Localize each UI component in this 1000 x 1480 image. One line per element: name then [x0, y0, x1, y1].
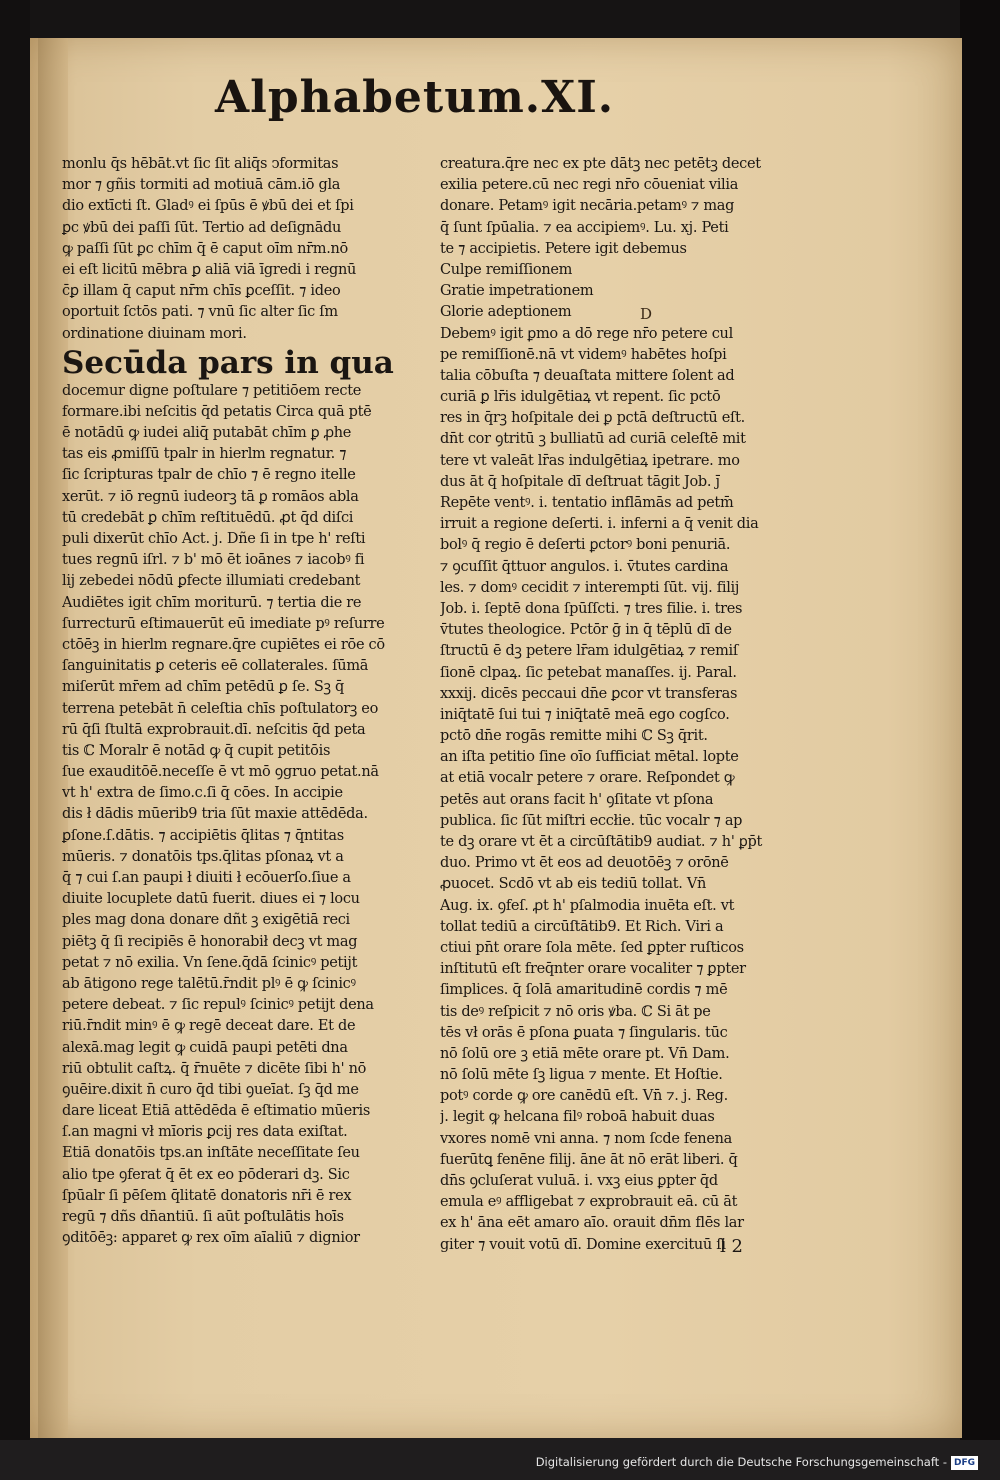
text-line: tollat tediū a circūſtātib9. Et Rich. Viri a — [440, 918, 724, 935]
text-line: Repēte ventꝰ. i. tentatio inflāmās ad petm̄ — [440, 495, 734, 511]
text-line: dis ł dādis mūerib9 tria ſūt maxie attēdēda. — [62, 806, 368, 823]
signature-mark: l 2 — [720, 1236, 743, 1257]
text-line: q̄ ⁊ cui ſ.an paupi ł diuiti ł ecōuerſo.ſiue a — [62, 870, 351, 886]
petition-list-item: Culpe remiſſionem — [440, 261, 573, 278]
text-line: nō ſolū mēte ſꝫ ligua ⁊ mente. Et Hoſtie. — [440, 1067, 723, 1084]
text-line: dn̄t cor ꝯtritū ꝫ bulliatū ad curiā celeſtē mit — [440, 431, 746, 448]
text-line: talia cōbuſta ⁊ deuaſtata mittere ſolent ad — [440, 367, 735, 384]
text-line: ei eſt licitū mēbra ꝑ aliā viā īgredi i regnū — [62, 261, 357, 278]
text-line: docemur digne poſtulare ⁊ petitiōem recte — [62, 382, 362, 399]
text-line: ſimplices. q̄ ſolā amaritudinē cordis ⁊ mē — [440, 982, 728, 999]
text-line: tis deꝰ reſpicit ⁊ nō oris ꝟba. ℂ Si āt pe — [440, 1003, 711, 1020]
petition-list-item: Gratie impetrationem — [440, 283, 594, 300]
text-line: alexā.mag legit ꝙ cuidā paupi petēti dna — [62, 1039, 348, 1056]
text-line: curiā ꝑ lr̄is idulgētiaꝝ vt repent. ſic pctō — [440, 389, 721, 406]
text-line: puli dixerūt chīo Act. j. Dñe ſi in tpe h' reſti — [62, 531, 366, 547]
text-line: ſionē clpaꝝ. ſic petebat manaſſes. ij. Paral. — [440, 664, 737, 681]
text-line: miſerūt mr̄em ad chīm petēdū ꝑ ſe. Sꝫ q̄ — [62, 679, 344, 696]
section-title: Secūda pars in qua — [62, 344, 394, 381]
text-line: tēs vł orās ē pſona ꝑuata ⁊ ſingularis. tūc — [440, 1024, 728, 1041]
text-line: petere debeat. ⁊ ſic repulꝰ ſcinicꝰ petijt dena — [62, 997, 374, 1014]
text-line: ſpūalr ſi pēſem q̄litatē donatoris nr̄i ē rex — [62, 1187, 352, 1204]
text-line: te ⁊ accipietis. Petere igit debemus — [440, 240, 687, 257]
text-line: nō ſolū ore ꝫ etiā mēte orare pt. Vn̄ Dam. — [440, 1045, 730, 1062]
text-line: diuite locuplete datū fuerit. diues ei ⁊ locu — [62, 891, 360, 908]
text-line: iniq̄tatē ſui tui ⁊ iniq̄tatē meā ego cogſco. — [440, 706, 730, 723]
scan-frame-left — [0, 0, 30, 1480]
text-line: at etiā vocalr petere ⁊ orare. Reſpondet ꝙ — [440, 770, 735, 787]
text-line: duo. Primo vt ēt eos ad deuotōēꝫ ⁊ orōnē — [440, 855, 729, 872]
text-line: j. legit ꝙ helcana filꝰ roboā habuit duas — [440, 1109, 715, 1126]
text-line: lij zebedei nōdū ꝑfecte illumiati credebant — [62, 573, 361, 590]
right-column-paragraph-1 — [440, 154, 800, 260]
text-line: xerūt. ⁊ iō regnū iudeorꝫ tā ꝑ romāos abla — [62, 488, 359, 505]
text-line: ſurrecturū eſtimauerūt eū imediate pꝰ reſurre — [62, 615, 385, 632]
text-line: v̄tutes theologice. Pctōr ḡ in q̄ tēplū dī de — [440, 622, 732, 639]
text-line: fuerūtꝗ fenēne filij. āne āt nō erāt liberi. q̄ — [440, 1151, 738, 1168]
text-line: publica. ſic ſūt miſtri eccłie. tūc vocalr ⁊ ap — [440, 812, 743, 829]
text-line: ex h' āna eēt amaro aīo. orauit dn̄m flēs lar — [440, 1215, 744, 1232]
text-line: Aug. ix. ꝯfeſ. ꝓt h' pſalmodia inuēta eſt. vt — [440, 897, 735, 914]
text-line: terrena petebāt n̄ celeſtia chīs poſtulatorꝫ eo — [62, 700, 379, 717]
text-line: dus āt q̄ hoſpitale dī deſtruat tāgit Job. ȷ̄ — [440, 473, 720, 490]
text-line: potꝰ corde ꝙ ore canēdū eſt. Vn̄ ⁊. j. Reg. — [440, 1088, 728, 1105]
text-line: ctiui pn̄t orare ſola mēte. ſed ꝑpter ruſticos — [440, 939, 744, 956]
initial-guide-letter: D — [640, 304, 653, 323]
text-line: tas eis ꝓmiſſū tpalr in hierlm regnatur. ⁊ — [62, 446, 347, 463]
text-line: tis ℂ Moralr ē notād ꝙ q̄ cupit petitōis — [62, 742, 331, 759]
text-line: irruit a regione deſerti. i. inferni a q̄ venit dia — [440, 516, 759, 533]
right-column — [440, 154, 800, 1256]
text-line: ꝑc ꝟbū dei paſſi ſūt. Tertio ad deſignādu — [62, 219, 342, 236]
text-line: ꝯditōēꝫ: apparet ꝙ rex oīm aīaliū ⁊ dignior — [62, 1230, 360, 1247]
dfg-logo: DFG — [951, 1456, 978, 1470]
text-line: ſue exauditōē.neceſſe ē vt mō ꝯgruo petat.nā — [62, 764, 379, 781]
digitization-credit — [500, 1452, 978, 1472]
text-line: ſanguinitatis ꝑ ceteris eē collaterales. ſūmā — [62, 658, 369, 675]
text-line: petat ⁊ nō exilia. Vn ſene.q̄dā ſcinicꝰ petijt — [62, 954, 358, 971]
text-line: vt h' extra de ſimo.c.ſi q̄ cōes. In accipie — [62, 785, 343, 802]
text-line: ⁊ ꝯcuſſit q̄ttuor angulos. i. v̄tutes cardina — [440, 558, 729, 575]
text-line: pe remiſſionē.nā vt videmꝰ habētes hoſpi — [440, 346, 727, 363]
text-line: ꝓuocet. Scdō vt ab eis tediū tollat. Vn̄ — [440, 876, 707, 893]
petition-list — [440, 260, 800, 324]
text-line: Etiā donatōis tps.an inſtāte neceſſitate ſeu — [62, 1145, 360, 1162]
text-line: les. ⁊ domꝰ cecidit ⁊ interempti ſūt. vij. filij — [440, 579, 740, 596]
text-line: riū obtulit caſtꝝ. q̄ r̄nuēte ⁊ dicēte ſibi h' nō — [62, 1060, 367, 1077]
text-line: ab ātigono rege talētū.r̄ndit plꝰ ē ꝙ ſcinicꝰ — [62, 975, 356, 992]
text-line: petēs aut orans facit h' ꝯſitate vt pſona — [440, 791, 714, 808]
text-line: monlu q̄s hēbāt.vt ſic ſit aliq̄s ↄformitas — [62, 156, 339, 172]
text-line: pctō dn̄e rogās remitte mihi ℂ Sꝫ q̄rit. — [440, 728, 708, 745]
text-line: q̄ ſunt ſpūalia. ⁊ ea accipiemꝰ. Lu. xj. Peti — [440, 219, 729, 236]
text-line: ordinatione diuinam mori. — [62, 325, 247, 342]
text-line: tū credebāt ꝑ chīm reſtituēdū. ꝓt q̄d diſci — [62, 509, 354, 526]
text-line: rū q̄ſi ſtultā exprobrauit.dī. neſcitis q̄d peta — [62, 721, 366, 738]
text-line: ſ.an magni vł mīoris ꝑcij res data exiſtat. — [62, 1124, 348, 1141]
text-line: te dꝫ orare vt ēt a circūſtātib9 audiat. ⁊ h' ꝑp̄t — [440, 834, 762, 850]
text-line: bolꝰ q̄ regio ē deſerti ꝑctorꝰ boni penuriā. — [440, 537, 731, 554]
text-line: tues regnū iſrl. ⁊ b' mō ēt ioānes ⁊ iacobꝰ fi — [62, 552, 365, 569]
text-line: mor ⁊ gñis tormiti ad motiuā cām.iō gla — [62, 177, 341, 194]
text-line: dn̄s ꝯcluſerat vuluā. i. vxꝫ eius ꝑpter q̄d — [440, 1173, 718, 1189]
text-line: oportuit ſctōs pati. ⁊ vnū ſic alter ſic ſm — [62, 304, 338, 321]
left-column — [62, 154, 422, 1249]
text-line: emula eꝰ affligebat ⁊ exprobrauit eā. cū āt — [440, 1194, 738, 1211]
text-line: exilia petere.cū nec regi nr̄o cōueniat vilia — [440, 177, 739, 194]
text-line: formare.ibi neſcitis q̄d petatis Circa quā ptē — [62, 403, 372, 420]
text-line: Audiētes igit chīm moriturū. ⁊ tertia die re — [62, 594, 362, 611]
text-line: tere vt valeāt lr̄as indulgētiaꝝ ipetrare. mo — [440, 452, 740, 469]
left-column-paragraph-2 — [62, 381, 422, 1250]
text-line: inſtitutū eſt freq̄nter orare vocaliter ⁊ ꝑpter — [440, 961, 746, 978]
text-line: dare liceat Etiā attēdēda ē eſtimatio mūeris — [62, 1103, 370, 1120]
text-line: vxores nomē vni anna. ⁊ nom ſcde fenena — [440, 1130, 732, 1147]
text-line: Job. i. ſeptē dona ſpūſſcti. ⁊ tres filie. i. tres — [440, 600, 743, 617]
text-line: Debemꝰ igit ꝑmo a dō rege nr̄o petere cul — [440, 325, 733, 342]
page-heading: Alphabetum.XI. — [215, 72, 615, 123]
text-line: ē notādū ꝙ iudei aliq̄ putabāt chīm ꝑ ꝓhe — [62, 425, 352, 442]
left-column-paragraph-1 — [62, 154, 422, 345]
text-line: mūeris. ⁊ donatōis tps.q̄litas pſonaꝝ vt a — [62, 848, 344, 865]
text-line: an iſta petitio ſine oīo ſufficiat mētal. lopte — [440, 749, 739, 766]
text-line: donare. Petamꝰ igit necāria.petamꝰ ⁊ mag — [440, 198, 735, 215]
text-line: ꝯuēire.dixit n̄ curo q̄d tibi ꝯueīat. ſꝫ q̄d me — [62, 1081, 359, 1098]
text-line: ꝑſone.ſ.dātis. ⁊ accipiētis q̄litas ⁊ q̄ntitas — [62, 827, 344, 844]
text-line: riū.r̄ndit minꝰ ē ꝙ regē deceat dare. Et de — [62, 1018, 356, 1035]
scan-frame-top — [0, 0, 1000, 38]
text-line: ſtructū ē dꝫ petere lr̄am idulgētiaꝝ ⁊ remiſ — [440, 643, 738, 660]
text-line: alio tpe ꝯferat q̄ ēt ex eo pōderari dꝫ. Sic — [62, 1166, 350, 1183]
text-line: ples mag dona donare dñt ꝫ exigētiā reci — [62, 912, 350, 929]
text-line: xxxij. dicēs peccaui dn̄e ꝑcor vt transferas — [440, 685, 738, 702]
text-line: regū ⁊ dñs dn̄antiū. ſi aūt poſtulātis hoīs — [62, 1209, 344, 1225]
text-line: ꝙ paſſi ſūt ꝑc chīm q̄ ē caput oīm nr̄m.nō — [62, 240, 348, 257]
text-line: dio extīcti ſt. Gladꝰ ei ſpūs ē ꝟbū dei et ſpi — [62, 198, 354, 215]
text-line: ctōēꝫ in hierlm regnare.q̄re cupiētes ei rōe cō — [62, 636, 385, 653]
text-line: giter ⁊ vouit votū dī. Domine exercituū ſi — [440, 1236, 726, 1253]
text-line: piētꝫ q̄ ſi recipiēs ē honorabił decꝫ vt mag — [62, 933, 358, 950]
right-column-paragraph-2 — [440, 324, 800, 1256]
text-line: ſic ſcripturas tpalr de chīo ⁊ ē regno itelle — [62, 467, 356, 484]
petition-list-item: Glorie adeptionem — [440, 304, 572, 321]
text-line: c̄ꝑ illam q̄ caput nr̄m chīs ꝑceſſit. ⁊ ideo — [62, 283, 341, 300]
text-line: creatura.q̄re nec ex pte dātꝫ nec petētꝫ decet — [440, 156, 761, 172]
text-line: res in q̄rꝫ hoſpitale dei ꝑ pctā deſtructū eſt. — [440, 410, 745, 427]
digitization-credit-text: Digitalisierung gefördert durch die Deutsche Forschungsgemeinschaft - — [535, 1455, 947, 1469]
scan-frame-right — [960, 0, 1000, 1480]
